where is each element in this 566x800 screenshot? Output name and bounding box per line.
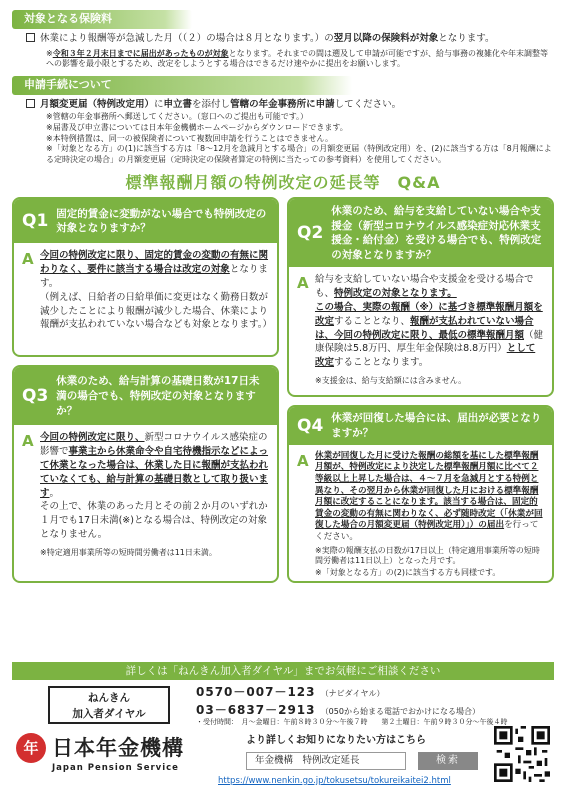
qa-column-left	[12, 197, 279, 583]
answer-note: ※実際の報酬支払の日数が17日以上（特定適用事業所等の短時間労働者は11日以上）となった月です。	[315, 545, 540, 566]
search-keyword-box: 年金機構 特例改定延長	[246, 752, 406, 770]
answer-note: ※支援金は、給与支給額には含みません。	[315, 375, 467, 385]
answer: A 休業が回復した月に受けた報酬の総額を基にした標準報酬月額が、特例改定により決定した標準報酬月額に比べて２等級以上上昇した場合は、４～７月を急減月とする特例と異なり、その翌月から休業が回復した月における標準報酬月額に改定することになります。該当する場合は、固定的賃金の変動の有無に関わりなく、必ず随時改定（「休業が回復した場合の月額変更届（特例改定用）」）の届出を行ってください。	[297, 450, 543, 543]
answer-note: ※「対象となる方」の(2)に該当する方も同様です。	[315, 568, 501, 578]
phone-numbers: 0570－007－123 （ナビダイヤル） 03－6837－2913 （050から始まる電話でおかけになる場合）	[196, 685, 480, 718]
qa-column-right	[287, 197, 554, 583]
question-header: Q1 固定的賃金に変動がない場合でも特例改定の対象となりますか？	[14, 199, 277, 243]
question-header: Q3 休業のため、給与計算の基礎日数が17日未満の場合でも、特例改定の対象となりますか？	[14, 367, 277, 425]
section-header-target-premium: 対象となる保険料	[12, 10, 192, 29]
procedure-text: 月額変更届（特例改定用）に申立書を添付し管轄の年金事務所に申請してください。	[12, 99, 554, 112]
website-link[interactable]: https://www.nenkin.go.jp/tokusetsu/tokureikaitei2.html	[218, 776, 451, 786]
search-button[interactable]: 検索	[418, 752, 478, 770]
answer: A 今回の特例改定に限り、新型コロナウイルス感染症の影響で事業主から休業命令や自宅待機指示などによって休業となった場合は、休業した日に報酬が支払われていなくても、給与計算の基礎日数として取り扱います。 その上で、休業のあった月とその前２か月のいずれか１月でも17日未満(※)となる場合は、特例改定の対象となりません。	[22, 432, 269, 540]
procedure-note: ※「対象となる方」の(1)に該当する方は「8～12月を急減月とする場合」の月額変更届（特例改定用）を、(2)に該当する方は「8月報酬による定時決定の場合」の月額変更届（定時決定の保険者算定の特例に当たっての参考資料）を使用してください。	[46, 144, 552, 165]
answer: A 給与を支給していない場合や支援金を受ける場合でも、特例改定の対象となります。 この場合、実際の報酬（※）に基づき標準報酬月額を改定することとなり、報酬が支払われていない場合は、今回の特例改定に限り、最低の標準報酬月額（健康保険は5.8万円、厚生年金保険は8.8万円）として改定することとなります。	[297, 274, 544, 369]
organization-logo: 年 日本年金機構	[16, 733, 184, 763]
question-header: Q2 休業のため、給与を支給していない場合や支援金（新型コロナウイルス感染症対応休業支援金・給付金）を受ける場合でも、特例改定の対象となりますか？	[289, 199, 552, 267]
qa-title: 標準報酬月額の特例改定の延長等 Q&A	[125, 172, 441, 192]
qa-card-q2	[287, 197, 554, 397]
procedure-note: ※届書及び申立書については日本年金機構ホームページからダウンロードできます。	[46, 122, 348, 132]
question-header: Q4 休業が回復した場合には、届出が必要となりますか？	[289, 407, 552, 444]
procedure-note: ※本特例措置は、同一の被保険者について複数回申請を行うことはできません。	[46, 133, 334, 143]
target-premium-text: 休業により報酬等が急減した月（（２）の場合は８月となります。）の翌月以降の保険料が対象となります。	[12, 33, 554, 46]
qr-code-icon[interactable]	[494, 726, 550, 782]
more-info-text: より詳しくお知りになりたい方はこちら	[246, 735, 426, 746]
procedure-notes	[12, 112, 554, 166]
section-header-procedure: 申請手続について	[12, 76, 352, 95]
qa-card-q1	[12, 197, 279, 357]
checkbox-icon	[26, 33, 35, 42]
answer-note: ※特定適用事業所等の短時間労働者は11日未満。	[40, 547, 217, 557]
checkbox-icon	[26, 99, 35, 108]
logo-mark-icon: 年	[16, 733, 46, 763]
dial-label-box: ねんきん 加入者ダイヤル	[48, 686, 170, 724]
qa-card-q3	[12, 365, 279, 583]
target-premium-note: ※令和３年２月末日までに届出があったものが対象となります。それまでの間は遡及して申請が可能ですが、給与事務の複雑化や年末調整等への影響を最小限とするため、改定をしようとする場合はできるだけ速やかに提出をお願いします。	[46, 48, 548, 69]
contact-banner: 詳しくは「ねんきん加入者ダイヤル」までお気軽にご相談ください	[12, 662, 554, 680]
phone-number[interactable]: 03－6837－2913	[196, 703, 316, 718]
phone-number[interactable]: 0570－007－123	[196, 685, 316, 699]
answer: A 今回の特例改定に限り、固定的賃金の変動の有無に関わりなく、要件に該当する場合は改定の対象となります。 （例えば、日給者の日給単価に変更はなく勤務日数が減少したことにより報酬が減少した場合、休業により報酬が支払われていない場合なども対象となります。）	[22, 250, 272, 331]
qa-card-q4	[287, 405, 554, 583]
qa-grid	[12, 197, 554, 583]
logo-english: Japan Pension Service	[52, 763, 179, 773]
office-hours: ・受付時間： 月～金曜日：午前８時３０分～午後７時 第２土曜日：午前９時３０分～午後４時	[196, 718, 508, 726]
procedure-note: ※管轄の年金事務所へ郵送してください。（窓口へのご提出も可能です。）	[46, 111, 309, 121]
